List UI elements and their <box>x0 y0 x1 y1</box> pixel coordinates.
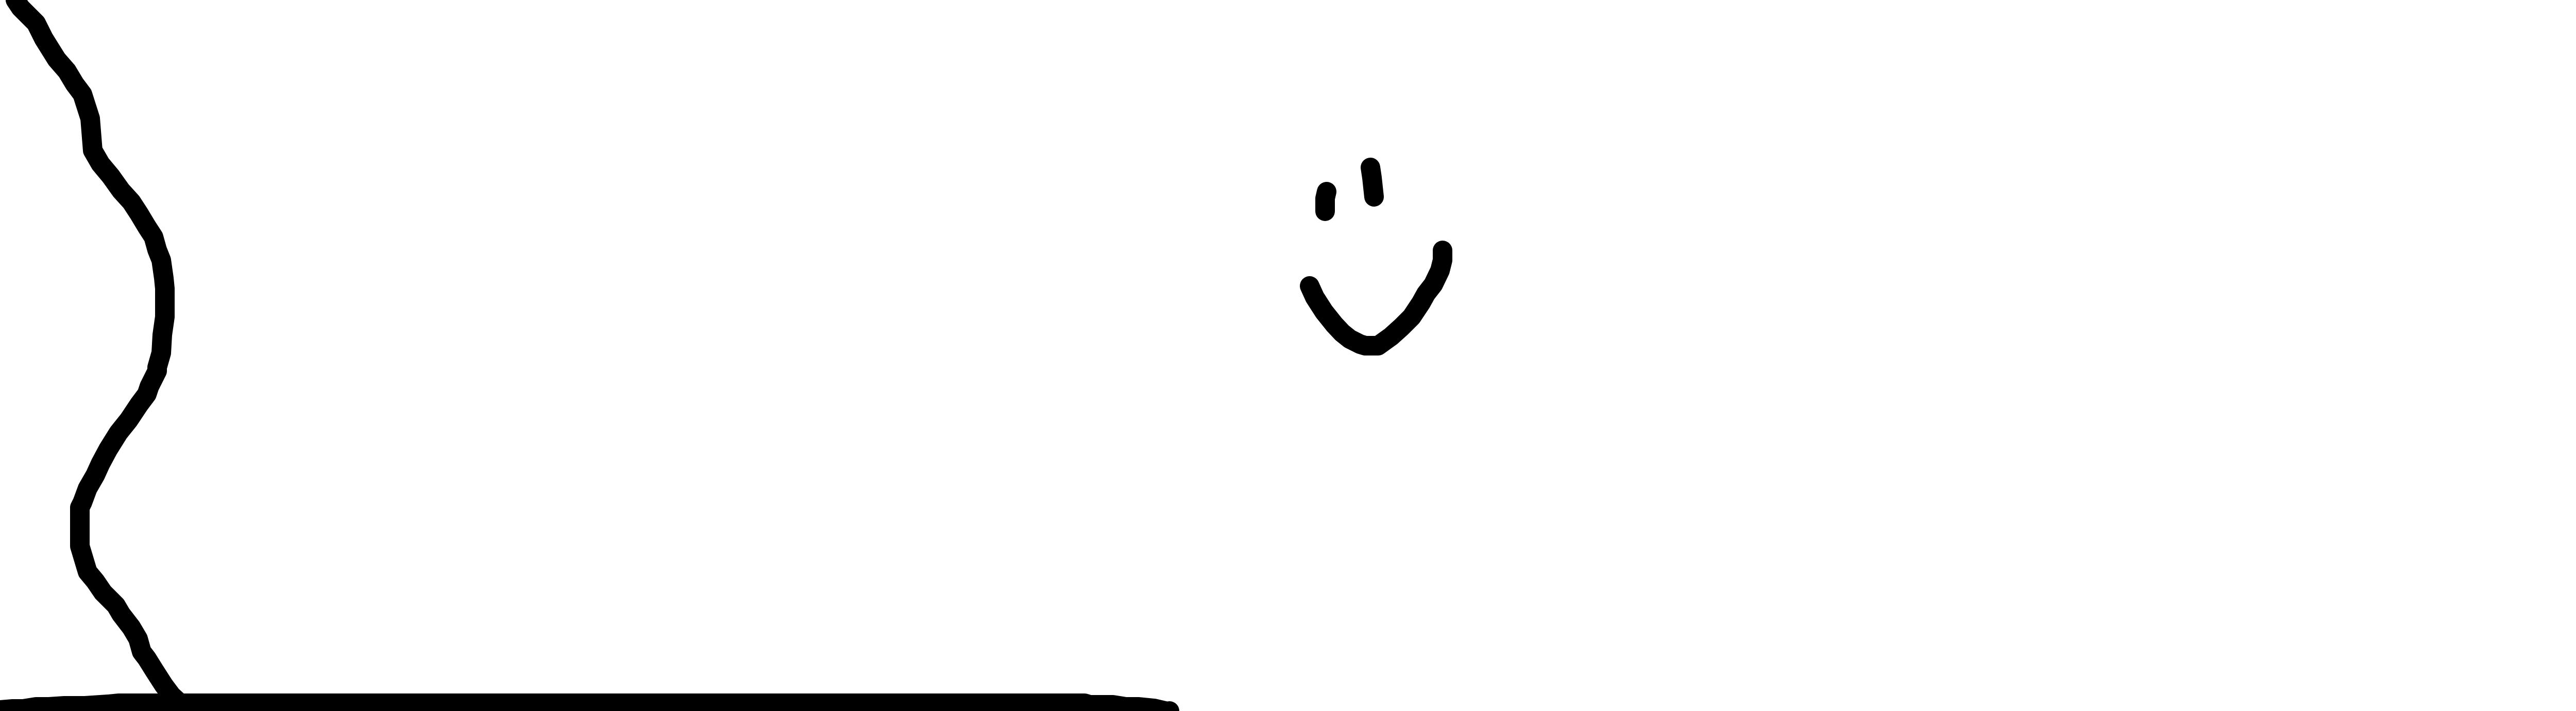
left-wavy-line <box>15 0 191 711</box>
right-eye <box>1370 167 1374 197</box>
ground-line <box>0 703 1170 711</box>
smile <box>1310 250 1443 346</box>
left-eye <box>1325 192 1327 211</box>
